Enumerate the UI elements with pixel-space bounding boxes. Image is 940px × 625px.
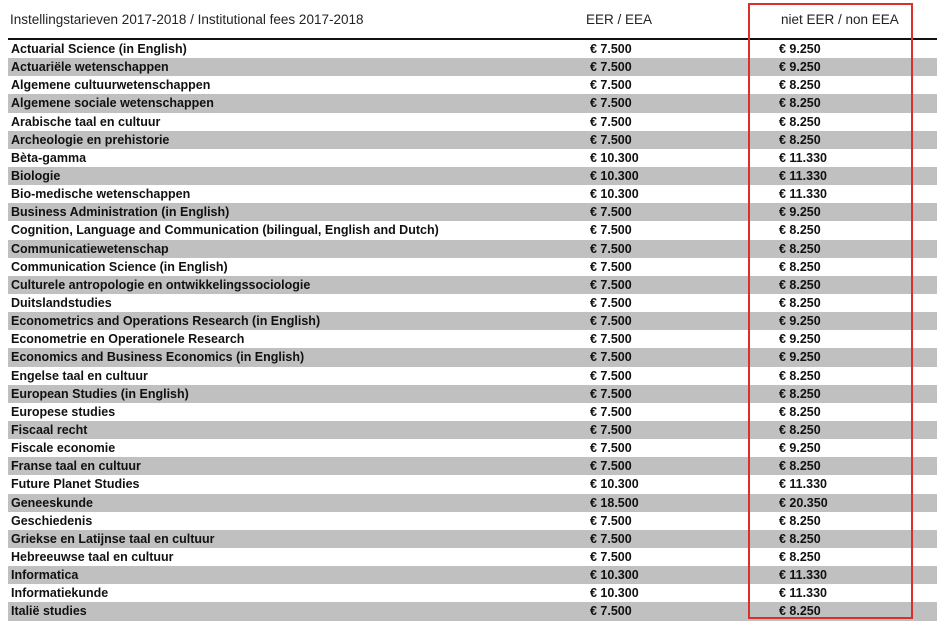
- fee-table: [8, 40, 937, 621]
- programme-name: Fiscale economie: [11, 441, 116, 456]
- fee-non-eer: € 9.250: [779, 441, 821, 456]
- fee-eer: € 7.500: [590, 60, 632, 75]
- table-row: [8, 475, 937, 493]
- table-row: [8, 421, 937, 439]
- fee-eer: € 10.300: [590, 477, 639, 492]
- programme-name: Biologie: [11, 168, 61, 183]
- fee-eer: € 7.500: [590, 42, 632, 56]
- fee-eer: € 7.500: [590, 205, 632, 220]
- programme-name: Communicatiewetenschap: [11, 241, 169, 256]
- table-row: [8, 294, 937, 312]
- programme-name: Informatica: [11, 568, 79, 583]
- table-row: [8, 566, 937, 584]
- programme-name: Europese studies: [11, 404, 116, 419]
- table-row: [8, 94, 937, 112]
- fee-non-eer: € 11.330: [779, 568, 827, 583]
- programme-name: Actuariële wetenschappen: [11, 60, 169, 75]
- fee-non-eer: € 9.250: [779, 314, 821, 329]
- fee-eer: € 7.500: [590, 459, 632, 474]
- programme-name: Econometrics and Operations Research (in English): [11, 314, 321, 329]
- fee-non-eer: € 8.250: [779, 78, 821, 93]
- fee-non-eer: € 8.250: [779, 114, 821, 129]
- programme-name: Econometrie en Operationele Research: [11, 332, 245, 347]
- fee-eer: € 7.500: [590, 78, 632, 93]
- table-row: [8, 40, 937, 58]
- table-row: [8, 584, 937, 602]
- fee-eer: € 7.500: [590, 441, 632, 456]
- fee-eer: € 7.500: [590, 332, 632, 347]
- fee-non-eer: € 8.250: [779, 422, 821, 437]
- fee-eer: € 7.500: [590, 604, 632, 619]
- fee-non-eer: € 9.250: [779, 42, 821, 56]
- table-row: [8, 240, 937, 258]
- fee-non-eer: € 9.250: [779, 350, 821, 365]
- fee-eer: € 10.300: [590, 586, 639, 601]
- table-row: [8, 457, 937, 475]
- table-row: [8, 403, 937, 421]
- table-row: [8, 312, 937, 330]
- table-row: [8, 221, 937, 239]
- fee-non-eer: € 8.250: [779, 386, 821, 401]
- table-row: [8, 602, 937, 620]
- table-row: [8, 330, 937, 348]
- programme-name: Cognition, Language and Communication (bilingual, English and Dutch): [11, 223, 439, 238]
- programme-name: Geschiedenis: [11, 513, 93, 528]
- fee-eer: € 7.500: [590, 350, 632, 365]
- fee-non-eer: € 9.250: [779, 60, 821, 75]
- column-header-non-eer: niet EER / non EEA: [781, 12, 899, 27]
- fee-non-eer: € 8.250: [779, 549, 821, 564]
- table-row: [8, 348, 937, 366]
- programme-name: Geneeskunde: [11, 495, 93, 510]
- fee-non-eer: € 20.350: [779, 495, 828, 510]
- fee-eer: € 7.500: [590, 241, 632, 256]
- table-row: [8, 113, 937, 131]
- fee-eer: € 7.500: [590, 277, 632, 292]
- fee-non-eer: € 8.250: [779, 132, 821, 147]
- programme-name: European Studies (in English): [11, 386, 189, 401]
- table-row: [8, 131, 937, 149]
- programme-name: Bio-medische wetenschappen: [11, 187, 191, 202]
- fee-non-eer: € 8.250: [779, 404, 821, 419]
- programme-name: Informatiekunde: [11, 586, 109, 601]
- fee-non-eer: € 11.330: [779, 477, 827, 492]
- table-row: [8, 367, 937, 385]
- table-row: [8, 149, 937, 167]
- fee-eer: € 7.500: [590, 132, 632, 147]
- programme-name: Franse taal en cultuur: [11, 459, 141, 474]
- table-row: [8, 167, 937, 185]
- table-row: [8, 512, 937, 530]
- programme-name: Arabische taal en cultuur: [11, 114, 161, 129]
- programme-name: Duitslandstudies: [11, 295, 112, 310]
- fee-non-eer: € 8.250: [779, 531, 821, 546]
- table-row: [8, 185, 937, 203]
- fee-non-eer: € 8.250: [779, 459, 821, 474]
- fee-eer: € 18.500: [590, 495, 639, 510]
- fee-eer: € 10.300: [590, 150, 639, 165]
- table-title: Instellingstarieven 2017-2018 / Institutional fees 2017-2018: [10, 12, 364, 27]
- fee-eer: € 7.500: [590, 259, 632, 274]
- programme-name: Culturele antropologie en ontwikkelingssociologie: [11, 277, 311, 292]
- table-row: [8, 548, 937, 566]
- fee-non-eer: € 8.250: [779, 513, 821, 528]
- programme-name: Business Administration (in English): [11, 205, 230, 220]
- table-row: [8, 530, 937, 548]
- fee-non-eer: € 11.330: [779, 187, 827, 202]
- fee-non-eer: € 9.250: [779, 205, 821, 220]
- programme-name: Hebreeuwse taal en cultuur: [11, 549, 174, 564]
- fee-eer: € 10.300: [590, 568, 639, 583]
- table-row: [8, 276, 937, 294]
- table-header: [0, 0, 940, 38]
- column-header-eer: EER / EEA: [586, 12, 653, 27]
- programme-name: Bèta-gamma: [11, 150, 87, 165]
- programme-name: Economics and Business Economics (in English): [11, 350, 305, 365]
- fee-eer: € 7.500: [590, 549, 632, 564]
- fee-eer: € 7.500: [590, 386, 632, 401]
- table-row: [8, 258, 937, 276]
- fee-eer: € 7.500: [590, 114, 632, 129]
- fee-non-eer: € 8.250: [779, 241, 821, 256]
- programme-name: Algemene sociale wetenschappen: [11, 96, 214, 111]
- fee-eer: € 7.500: [590, 223, 632, 238]
- fee-non-eer: € 8.250: [779, 259, 821, 274]
- table-row: [8, 58, 937, 76]
- table-row: [8, 385, 937, 403]
- fee-non-eer: € 8.250: [779, 96, 821, 111]
- fee-eer: € 7.500: [590, 404, 632, 419]
- fee-non-eer: € 8.250: [779, 604, 821, 619]
- fee-eer: € 10.300: [590, 187, 639, 202]
- table-row: [8, 203, 937, 221]
- fee-non-eer: € 8.250: [779, 295, 821, 310]
- fee-non-eer: € 11.330: [779, 150, 827, 165]
- fee-non-eer: € 8.250: [779, 223, 821, 238]
- programme-name: Griekse en Latijnse taal en cultuur: [11, 531, 215, 546]
- fee-eer: € 7.500: [590, 513, 632, 528]
- fee-eer: € 7.500: [590, 531, 632, 546]
- programme-name: Fiscaal recht: [11, 422, 88, 437]
- programme-name: Engelse taal en cultuur: [11, 368, 148, 383]
- programme-name: Algemene cultuurwetenschappen: [11, 78, 211, 93]
- fee-eer: € 7.500: [590, 422, 632, 437]
- fee-non-eer: € 11.330: [779, 586, 827, 601]
- programme-name: Future Planet Studies: [11, 477, 140, 492]
- fee-eer: € 7.500: [590, 96, 632, 111]
- programme-name: Italië studies: [11, 604, 87, 619]
- fee-eer: € 7.500: [590, 314, 632, 329]
- table-row: [8, 439, 937, 457]
- fee-non-eer: € 8.250: [779, 368, 821, 383]
- programme-name: Archeologie en prehistorie: [11, 132, 170, 147]
- programme-name: Actuarial Science (in English): [11, 42, 187, 56]
- fee-non-eer: € 9.250: [779, 332, 821, 347]
- fee-non-eer: € 11.330: [779, 168, 827, 183]
- table-row: [8, 494, 937, 512]
- fee-non-eer: € 8.250: [779, 277, 821, 292]
- fee-eer: € 7.500: [590, 368, 632, 383]
- fee-eer: € 7.500: [590, 295, 632, 310]
- fee-eer: € 10.300: [590, 168, 639, 183]
- programme-name: Communication Science (in English): [11, 259, 228, 274]
- table-row: [8, 76, 937, 94]
